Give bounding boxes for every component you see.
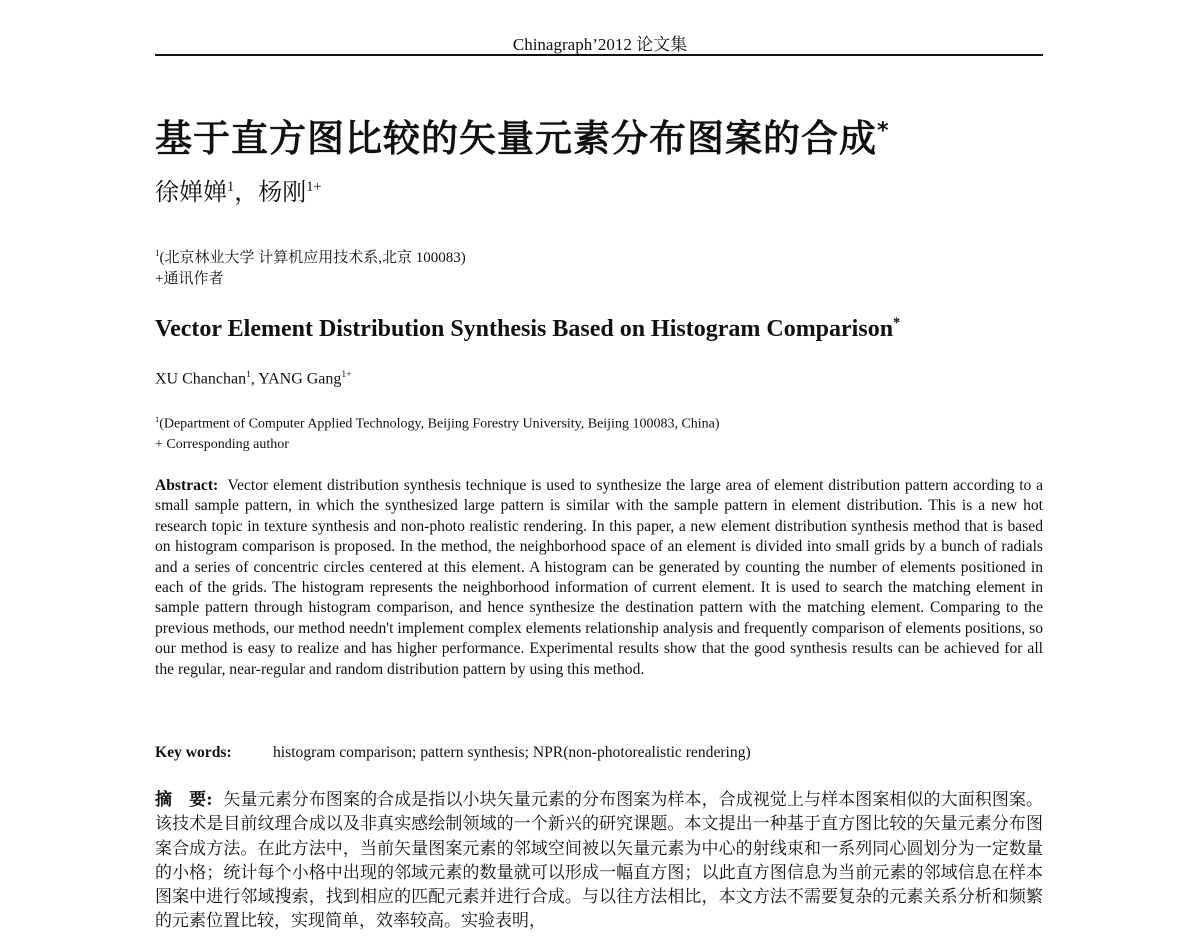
- running-head: Chinagraph’2012 论文集: [512, 35, 688, 54]
- chinese-abstract: [155, 788, 1043, 934]
- abstract-text: Vector element distribution synthesis technique is used to synthesize the large area of element distribution pattern according to a small sample pattern, in which the synthesized large pattern is similar with the sample pattern in element distribution. This is a new hot research topic in texture synthesis and non-photo realistic rendering. In this paper, a new element distribution synthesis method that is based on histogram comparison is proposed. In the method, the neighborhood space of an element is divided into small grids by a bunch of radials and a series of concentric circles centered at this element. A histogram can be generated by counting the number of elements positioned in each of the grids. The histogram represents the neighborhood information of current element. It is used to search the matching element in sample pattern through histogram comparison, and hence synthesize the destination pattern with the matching element. Comparing to the previous methods, our method needn't implement complex elements relationship analysis and frequently comparison of elements positions, so our method is easy to realize and has higher performance. Experimental results show that the good synthesis results can be achieved for all the regular, near-regular and random distribution pattern by using this method.: [155, 477, 1044, 678]
- english-abstract: [155, 476, 1043, 680]
- keywords-text: histogram comparison; pattern synthesis; NPR(non-photorealistic rendering): [273, 744, 751, 761]
- affil-mark: 1: [155, 415, 160, 424]
- abstract-label: Abstract:: [155, 477, 219, 494]
- corresponding-note: +通讯作者: [155, 271, 224, 287]
- author: 徐婵婵: [155, 180, 227, 206]
- chinese-authors: [155, 172, 322, 207]
- english-title-text: Vector Element Distribution Synthesis Based on Histogram Comparison: [155, 316, 894, 342]
- abstract-label: 摘 要:: [155, 790, 213, 810]
- header-rule: [155, 54, 1043, 56]
- author-affil-mark: 1+: [306, 179, 322, 195]
- author: XU Chanchan: [155, 370, 247, 388]
- author-affil-mark: 1: [227, 179, 235, 195]
- chinese-affiliation: [155, 243, 466, 290]
- corresponding-note: + Corresponding author: [155, 436, 289, 452]
- abstract-text: 矢量元素分布图案的合成是指以小块矢量元素的分布图案为样本，合成视觉上与样本图案相似的大面积图案。该技术是目前纹理合成以及非真实感绘制领域的一个新兴的研究课题。本文提出一种基于直方图比较的矢量元素分布图案合成方法。在此方法中，当前矢量图案元素的邻域空间被以矢量元素为中心的射线束和一系列同心圆划分为一定数量的小格；统计每个小格中出现的邻域元素的数量就可以形成一幅直方图；以此直方图信息为当前元素的邻域信息在样本图案中进行邻域搜索，找到相应的匹配元素并进行合成。与以往方法相比，本文方法不需要复杂的元素关系分析和频繁的元素位置比较，实现简单，效率较高。实验表明，: [155, 790, 1044, 932]
- affil-mark: 1: [155, 248, 160, 258]
- keywords-label: Key words:: [155, 744, 232, 761]
- affiliation-text: (北京林业大学 计算机应用技术系,北京 100083): [159, 250, 466, 266]
- affiliation-text: (Department of Computer Applied Technology, Beijing Forestry University, Beijing 100083, China): [159, 416, 720, 432]
- separator: ，: [234, 180, 259, 206]
- separator: ,: [250, 370, 259, 388]
- author-affil-mark: 1: [246, 369, 251, 380]
- author: YANG Gang: [258, 370, 342, 388]
- author-affil-mark: 1+: [341, 369, 352, 380]
- chinese-title: [155, 108, 890, 162]
- english-title: [155, 315, 900, 343]
- title-footnote-mark: *: [893, 315, 901, 331]
- chinese-title-text: 基于直方图比较的矢量元素分布图案的合成: [155, 117, 877, 160]
- keywords: [155, 744, 751, 762]
- author: 杨刚: [258, 180, 307, 206]
- english-authors: [155, 369, 352, 388]
- title-footnote-mark: *: [877, 117, 890, 144]
- english-affiliation: [155, 410, 720, 455]
